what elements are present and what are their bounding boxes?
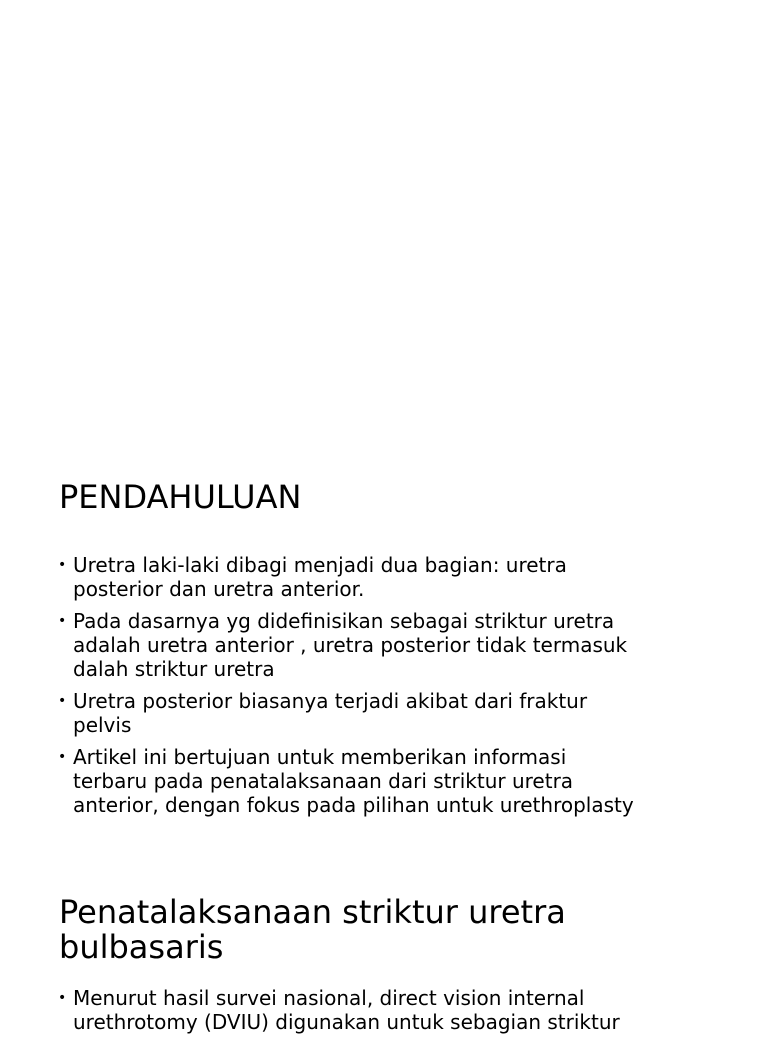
bullet-text: Menurut hasil survei nasional, direct vision internal urethrotomy (DVIU) digunakan untuk sebagian striktur — [73, 986, 620, 1034]
list-item — [58, 986, 718, 1034]
bullet-icon: • — [58, 749, 67, 765]
slide-title: PENDAHULUAN — [59, 478, 302, 516]
bullet-icon: • — [58, 557, 67, 573]
bullet-icon: • — [58, 693, 67, 709]
bullet-text: Uretra posterior biasanya terjadi akibat dari fraktur pelvis — [73, 689, 588, 737]
slide-title: Penatalaksanaan striktur uretra bulbasaris — [59, 893, 566, 966]
bullet-icon: • — [58, 990, 67, 1006]
bullet-list — [58, 986, 718, 1042]
bullet-icon: • — [58, 613, 67, 629]
bullet-text: Uretra laki-laki dibagi menjadi dua bagian: uretra posterior dan uretra anterior. — [73, 553, 567, 601]
list-item — [58, 609, 718, 681]
list-item — [58, 553, 718, 601]
blank-slide-area — [0, 0, 768, 460]
bullet-text: Pada dasarnya yg didefinisikan sebagai striktur uretra adalah uretra anterior , uretra posterior tidak termasuk dalah striktur uretra — [73, 609, 628, 681]
bullet-list — [58, 553, 718, 825]
bullet-text: Artikel ini bertujuan untuk memberikan informasi terbaru pada penatalaksanaan dari striktur uretra anterior, dengan fokus pada pilihan untuk urethroplasty — [73, 745, 634, 817]
list-item — [58, 745, 718, 817]
slide-pendahuluan — [0, 460, 768, 860]
list-item — [58, 689, 718, 737]
slide-penatalaksanaan — [0, 880, 768, 1034]
